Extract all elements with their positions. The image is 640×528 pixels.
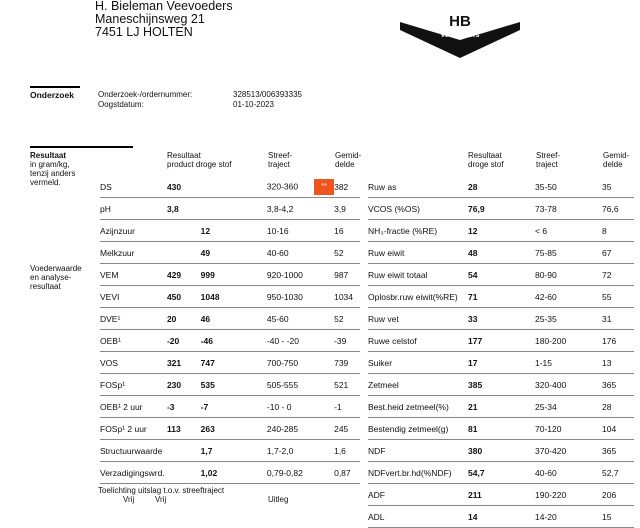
row-dry-matter-value: 28 (468, 176, 535, 198)
unit-note-2: tenzij anders (30, 169, 76, 178)
row-name: pH (100, 198, 167, 220)
row-dry-matter-value: 46 (201, 308, 267, 330)
table-row (100, 352, 360, 374)
row-target-range: 25-34 (535, 396, 602, 418)
row-target-range: 320-400 (535, 374, 602, 396)
row-target-range: 1-15 (535, 352, 602, 374)
row-average: 739 (334, 352, 360, 374)
right-header-streef: Streef- traject (536, 151, 561, 169)
row-target-range: 70-120 (535, 418, 602, 440)
row-average: 31 (602, 308, 634, 330)
row-product-value: -20 (167, 330, 201, 352)
row-name: Ruw eiwit totaal (368, 264, 468, 286)
row-average: 987 (334, 264, 360, 286)
row-name: NDFvert.br.hd(%NDF) (368, 462, 468, 484)
logo-brand: Veevoeders (440, 32, 480, 39)
row-average: 52 (334, 242, 360, 264)
row-target-range: 3,8-4,2 (267, 198, 334, 220)
row-dry-matter-value: 54 (468, 264, 535, 286)
left-header-gem: Gemid- delde (335, 151, 362, 169)
table-row (100, 176, 360, 198)
table-row (368, 198, 634, 220)
toelichting-title: Toelichting uitslag t.o.v. streeftraject (98, 486, 225, 495)
row-dry-matter-value: 177 (468, 330, 535, 352)
table-row (368, 308, 634, 330)
row-target-range: -40 - -20 (267, 330, 334, 352)
row-name: NH₃-fractie (%RE) (368, 220, 468, 242)
row-target-range: 42-60 (535, 286, 602, 308)
toelichting-col1: Vrij (123, 495, 135, 504)
resultaat-divider (30, 146, 133, 148)
row-dry-matter-value: 33 (468, 308, 535, 330)
table-row (368, 286, 634, 308)
resultaat-label-block (30, 151, 75, 187)
row-product-value (167, 242, 201, 264)
left-results-table (100, 176, 360, 484)
row-target-range: 370-420 (535, 440, 602, 462)
logo-mark: HB (449, 13, 471, 30)
company-logo (400, 10, 520, 60)
row-average: 15 (602, 506, 634, 528)
row-name: Ruw as (368, 176, 468, 198)
row-name: VOS (100, 352, 167, 374)
row-target-range: 40-60 (267, 242, 334, 264)
onderzoek-divider (30, 86, 80, 88)
row-dry-matter-value: -7 (201, 396, 267, 418)
table-row (368, 462, 634, 484)
row-name: Oplosbr.ruw eiwit(%RE) (368, 286, 468, 308)
row-name: ADL (368, 506, 468, 528)
row-average: 72 (602, 264, 634, 286)
row-product-value (167, 220, 201, 242)
row-name: OEB¹ 2 uur (100, 396, 167, 418)
row-dry-matter-value: 385 (468, 374, 535, 396)
row-product-value: 450 (167, 286, 201, 308)
row-product-value (167, 462, 201, 484)
left-header-streef: Streef- traject (268, 151, 293, 169)
row-target-range: 1,7-2,0 (267, 440, 334, 462)
row-name: VCOS (%OS) (368, 198, 468, 220)
harvest-date-label: Oogstdatum: (98, 100, 144, 109)
table-row (100, 330, 360, 352)
row-product-value: 20 (167, 308, 201, 330)
row-name: Zetmeel (368, 374, 468, 396)
row-name: Melkzuur (100, 242, 167, 264)
row-average: 52 (334, 308, 360, 330)
table-row (100, 462, 360, 484)
row-dry-matter-value: 17 (468, 352, 535, 374)
row-name: NDF (368, 440, 468, 462)
row-target-range: 505-555 (267, 374, 334, 396)
row-name: Verzadigingswrd. (100, 462, 167, 484)
table-row (368, 242, 634, 264)
row-name: Bestendig zetmeel(g) (368, 418, 468, 440)
row-dry-matter-value: 21 (468, 396, 535, 418)
row-dry-matter-value: 535 (201, 374, 267, 396)
row-target-range: 25-35 (535, 308, 602, 330)
row-target-range: 45-60 (267, 308, 334, 330)
row-average: 35 (602, 176, 634, 198)
row-name: DS (100, 176, 167, 198)
row-target-range: 14-20 (535, 506, 602, 528)
row-average: 13 (602, 352, 634, 374)
row-name: Structuurwaarde (100, 440, 167, 462)
table-row (100, 264, 360, 286)
row-target-range: 320-360 ** (267, 176, 334, 198)
table-row (368, 396, 634, 418)
row-name: Best.heid zetmeel(%) (368, 396, 468, 418)
row-dry-matter-value: 54,7 (468, 462, 535, 484)
row-target-range: < 6 (535, 220, 602, 242)
row-name: VEVI (100, 286, 167, 308)
row-average: -1 (334, 396, 360, 418)
row-dry-matter-value: 1,02 (201, 462, 267, 484)
table-row (100, 198, 360, 220)
row-product-value: -3 (167, 396, 201, 418)
right-header-gem: Gemid- delde (603, 151, 630, 169)
row-average: 67 (602, 242, 634, 264)
address-line-1: H. Bieleman Veevoeders (95, 0, 233, 13)
row-target-range: 950-1030 (267, 286, 334, 308)
resultaat-label: Resultaat (30, 151, 67, 160)
sender-address (95, 0, 233, 39)
unit-note-3: vermeld. (30, 178, 61, 187)
table-row (368, 330, 634, 352)
row-product-value: 430 (167, 176, 201, 198)
row-average: 365 (602, 374, 634, 396)
row-dry-matter-value: -46 (201, 330, 267, 352)
row-product-value: 429 (167, 264, 201, 286)
row-dry-matter-value: 263 (201, 418, 267, 440)
row-dry-matter-value: 1,7 (201, 440, 267, 462)
row-dry-matter-value: 12 (468, 220, 535, 242)
row-name: Azijnzuur (100, 220, 167, 242)
row-target-range: 35-50 (535, 176, 602, 198)
harvest-date-value: 01-10-2023 (233, 100, 274, 109)
row-product-value: 230 (167, 374, 201, 396)
toelichting-col2: Vrij (155, 495, 167, 504)
row-name: Ruw eiwit (368, 242, 468, 264)
row-target-range: 0,79-0,82 (267, 462, 334, 484)
row-target-range: 190-220 (535, 484, 602, 506)
row-average: 0,87 (334, 462, 360, 484)
right-results-table (368, 176, 634, 528)
table-row (368, 440, 634, 462)
row-average: 104 (602, 418, 634, 440)
row-target-range: 180-200 (535, 330, 602, 352)
table-row (368, 484, 634, 506)
row-dry-matter-value: 380 (468, 440, 535, 462)
row-average: 55 (602, 286, 634, 308)
row-name: DVE¹ (100, 308, 167, 330)
toelichting-block (98, 486, 289, 504)
table-row (100, 396, 360, 418)
row-average: 8 (602, 220, 634, 242)
row-product-value (167, 440, 201, 462)
address-line-2: Maneschijnsweg 21 (95, 12, 205, 26)
toelichting-col3: Uitleg (268, 495, 289, 504)
row-product-value: 113 (167, 418, 201, 440)
table-row (100, 418, 360, 440)
row-dry-matter-value: 999 (201, 264, 267, 286)
order-number-label: Onderzoek-/ordernummer: (98, 90, 193, 99)
out-of-range-flag: ** (314, 179, 334, 195)
table-row (100, 374, 360, 396)
row-average: 206 (602, 484, 634, 506)
table-row (100, 308, 360, 330)
row-dry-matter-value: 48 (468, 242, 535, 264)
table-row (368, 264, 634, 286)
row-average: 382 (334, 176, 360, 198)
row-average: 1,6 (334, 440, 360, 462)
table-row (368, 352, 634, 374)
left-header-resultaat: Resultaat product droge stof (167, 151, 232, 169)
row-target-range: 920-1000 (267, 264, 334, 286)
row-dry-matter-value: 76,9 (468, 198, 535, 220)
table-row (368, 506, 634, 528)
row-name: VEM (100, 264, 167, 286)
row-average: 245 (334, 418, 360, 440)
row-product-value: 321 (167, 352, 201, 374)
table-row (368, 374, 634, 396)
row-dry-matter-value (201, 176, 267, 198)
row-dry-matter-value: 81 (468, 418, 535, 440)
table-row (100, 220, 360, 242)
row-name: OEB¹ (100, 330, 167, 352)
row-name: ADF (368, 484, 468, 506)
table-row (368, 176, 634, 198)
row-name: FOSp¹ 2 uur (100, 418, 167, 440)
table-row (368, 220, 634, 242)
row-target-range: 75-85 (535, 242, 602, 264)
row-target-range: 40-60 (535, 462, 602, 484)
row-average: 3,9 (334, 198, 360, 220)
row-average: 521 (334, 374, 360, 396)
row-target-range: 700-750 (267, 352, 334, 374)
row-dry-matter-value: 49 (201, 242, 267, 264)
row-dry-matter-value: 12 (201, 220, 267, 242)
row-dry-matter-value: 71 (468, 286, 535, 308)
row-target-range: 10-16 (267, 220, 334, 242)
table-row (368, 418, 634, 440)
row-average: 28 (602, 396, 634, 418)
row-name: Suiker (368, 352, 468, 374)
row-target-range: 80-90 (535, 264, 602, 286)
row-dry-matter-value (201, 198, 267, 220)
table-row (100, 440, 360, 462)
row-name: FOSp¹ (100, 374, 167, 396)
onderzoek-field-labels (98, 90, 192, 110)
row-target-range: 240-285 (267, 418, 334, 440)
order-number-value: 328513/006393335 (233, 90, 302, 99)
row-average: 176 (602, 330, 634, 352)
row-average: 1034 (334, 286, 360, 308)
row-average: 52,7 (602, 462, 634, 484)
row-average: -39 (334, 330, 360, 352)
voederwaarde-label: Voederwaarde en analyse- resultaat (30, 264, 82, 291)
row-name: Ruwe celstof (368, 330, 468, 352)
table-row (100, 242, 360, 264)
address-line-3: 7451 LJ HOLTEN (95, 25, 193, 39)
row-name: Ruw vet (368, 308, 468, 330)
row-average: 365 (602, 440, 634, 462)
row-dry-matter-value: 14 (468, 506, 535, 528)
unit-note-1: in gram/kg, (30, 160, 70, 169)
row-average: 16 (334, 220, 360, 242)
row-dry-matter-value: 211 (468, 484, 535, 506)
table-row (100, 286, 360, 308)
row-product-value: 3,8 (167, 198, 201, 220)
onderzoek-label: Onderzoek (30, 90, 74, 100)
row-dry-matter-value: 1048 (201, 286, 267, 308)
right-header-resultaat: Resultaat droge stof (468, 151, 504, 169)
row-dry-matter-value: 747 (201, 352, 267, 374)
onderzoek-field-values (233, 90, 302, 110)
row-average: 76,6 (602, 198, 634, 220)
row-target-range: 73-78 (535, 198, 602, 220)
row-target-range: -10 - 0 (267, 396, 334, 418)
